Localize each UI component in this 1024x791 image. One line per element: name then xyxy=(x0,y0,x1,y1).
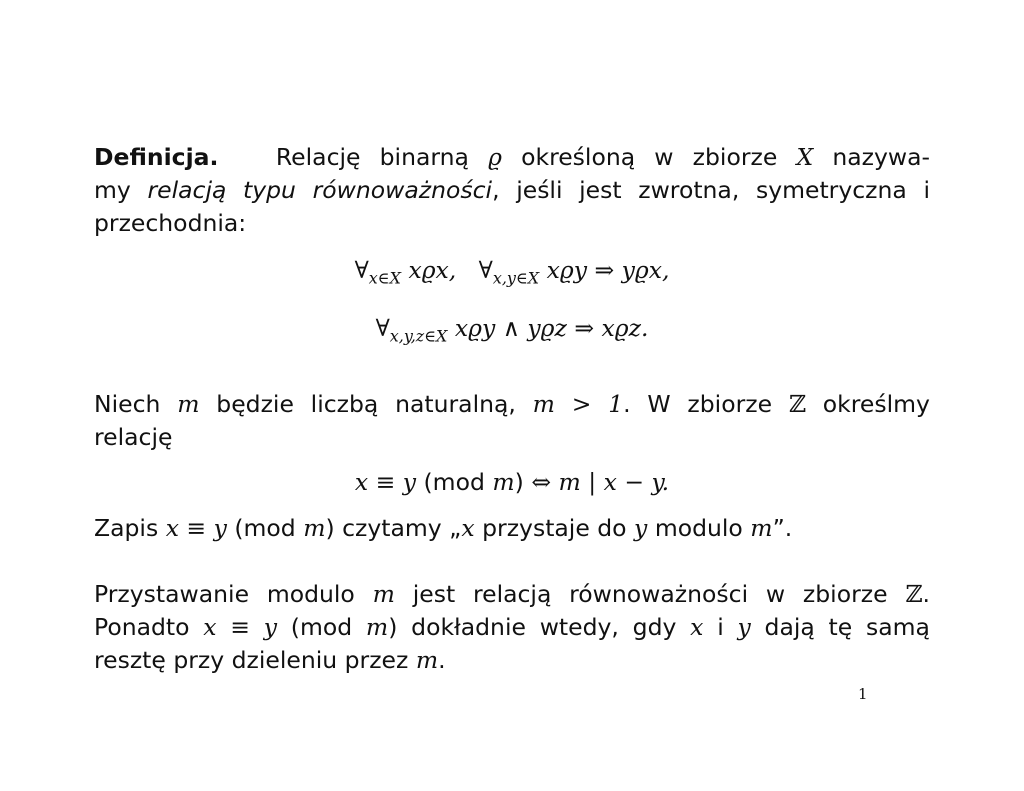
forall-subscript: x,y∈X xyxy=(492,268,540,288)
m-variable: m xyxy=(372,580,395,608)
y-variable: y xyxy=(737,613,751,641)
mod-variable: m xyxy=(303,514,326,542)
x-variable: x xyxy=(690,613,704,641)
definition-text: Relację binarną xyxy=(275,143,469,171)
paragraph4-line-3 xyxy=(94,644,930,677)
paragraph2-line-1 xyxy=(94,388,930,421)
mod-close: ) xyxy=(514,468,524,496)
mod-variable: m xyxy=(365,613,389,641)
mod-keyword: (mod xyxy=(423,468,485,496)
mod-variable: m xyxy=(492,468,515,496)
congruence-expr: x ≡ y xyxy=(203,613,278,641)
formula-reflexive-symmetric xyxy=(0,256,1024,288)
m-variable: m xyxy=(750,514,773,542)
mod-close: ) xyxy=(325,514,335,542)
congruence-expr: x ≡ y xyxy=(165,514,227,542)
definition-text: określoną w zbiorze xyxy=(521,143,778,171)
paragraph2-line-2 xyxy=(94,421,930,454)
definition-line-1 xyxy=(94,141,930,174)
mod-keyword: (mod xyxy=(234,514,296,542)
integers-symbol: ℤ xyxy=(905,580,923,608)
congruence-rhs: ⇔ m | x − y. xyxy=(531,468,670,496)
definition-text: , jeśli jest zwrotna, symetryczna i xyxy=(492,176,930,204)
set-x-symbol: X xyxy=(796,143,814,171)
integers-symbol: ℤ xyxy=(788,390,806,418)
paragraph-text: Niech xyxy=(94,390,161,418)
symmetric-formula: xϱy ⇒ yϱx, xyxy=(546,256,670,284)
paragraph-text: będzie liczbą naturalną, xyxy=(216,390,516,418)
paragraph-text: . xyxy=(438,646,446,674)
paragraph-text: . xyxy=(922,580,930,608)
paragraph-equivalence xyxy=(94,578,930,677)
page-number: 1 xyxy=(858,685,868,703)
mod-keyword: (mod xyxy=(290,613,353,641)
x-variable: x xyxy=(461,514,475,542)
mod-close: ) xyxy=(388,613,398,641)
paragraph4-line-1 xyxy=(94,578,930,611)
m-condition: m > 1 xyxy=(532,390,624,418)
paragraph-text: Zapis xyxy=(94,514,159,542)
y-variable: y xyxy=(634,514,648,542)
formula-congruence xyxy=(0,468,1024,496)
paragraph-text: określmy xyxy=(822,390,930,418)
paragraph4-line-2 xyxy=(94,611,930,644)
definition-text: my xyxy=(94,176,131,204)
definition-label: Definicja. xyxy=(94,143,219,171)
paragraph-text: jest relacją równoważności w zbiorze xyxy=(412,580,888,608)
paragraph-text: modulo xyxy=(654,514,743,542)
forall-symbol: ∀ xyxy=(354,256,369,284)
formula-transitive xyxy=(0,314,1024,346)
paragraph-text: czytamy „ xyxy=(342,514,462,542)
transitive-formula: xϱy ∧ yϱz ⇒ xϱz. xyxy=(454,314,649,342)
paragraph-text: i xyxy=(717,613,724,641)
definition-text: przechodnia: xyxy=(94,209,247,237)
forall-symbol: ∀ xyxy=(375,314,390,342)
paragraph-text: przystaje do xyxy=(482,514,627,542)
paragraph-text: dają tę samą xyxy=(764,613,930,641)
definition-text: nazywa- xyxy=(832,143,930,171)
paragraph-text: ”. xyxy=(772,514,793,542)
definition-line-2 xyxy=(94,174,930,207)
reflexive-formula: xϱx, xyxy=(408,256,457,284)
paragraph-text: . W zbiorze xyxy=(623,390,773,418)
m-variable: m xyxy=(415,646,439,674)
definition-line-3 xyxy=(94,207,930,240)
paragraph-text: relację xyxy=(94,423,173,451)
paragraph-text: dokładnie wtedy, gdy xyxy=(411,613,677,641)
m-variable: m xyxy=(177,390,200,418)
paragraph-natural-number xyxy=(94,388,930,454)
definition-paragraph xyxy=(94,141,930,240)
definition-term: relacją typu równoważności xyxy=(147,176,493,204)
paragraph-notation xyxy=(94,512,930,545)
forall-subscript: x,y,z∈X xyxy=(389,326,448,346)
paragraph-text: Ponadto xyxy=(94,613,190,641)
paragraph-text: resztę przy dzieleniu przez xyxy=(94,646,409,674)
paragraph-text: Przystawanie modulo xyxy=(94,580,355,608)
forall-symbol: ∀ xyxy=(478,256,493,284)
forall-subscript: x∈X xyxy=(368,268,401,288)
rho-symbol: ϱ xyxy=(488,143,502,171)
congruence-lhs: x ≡ y xyxy=(354,468,417,496)
